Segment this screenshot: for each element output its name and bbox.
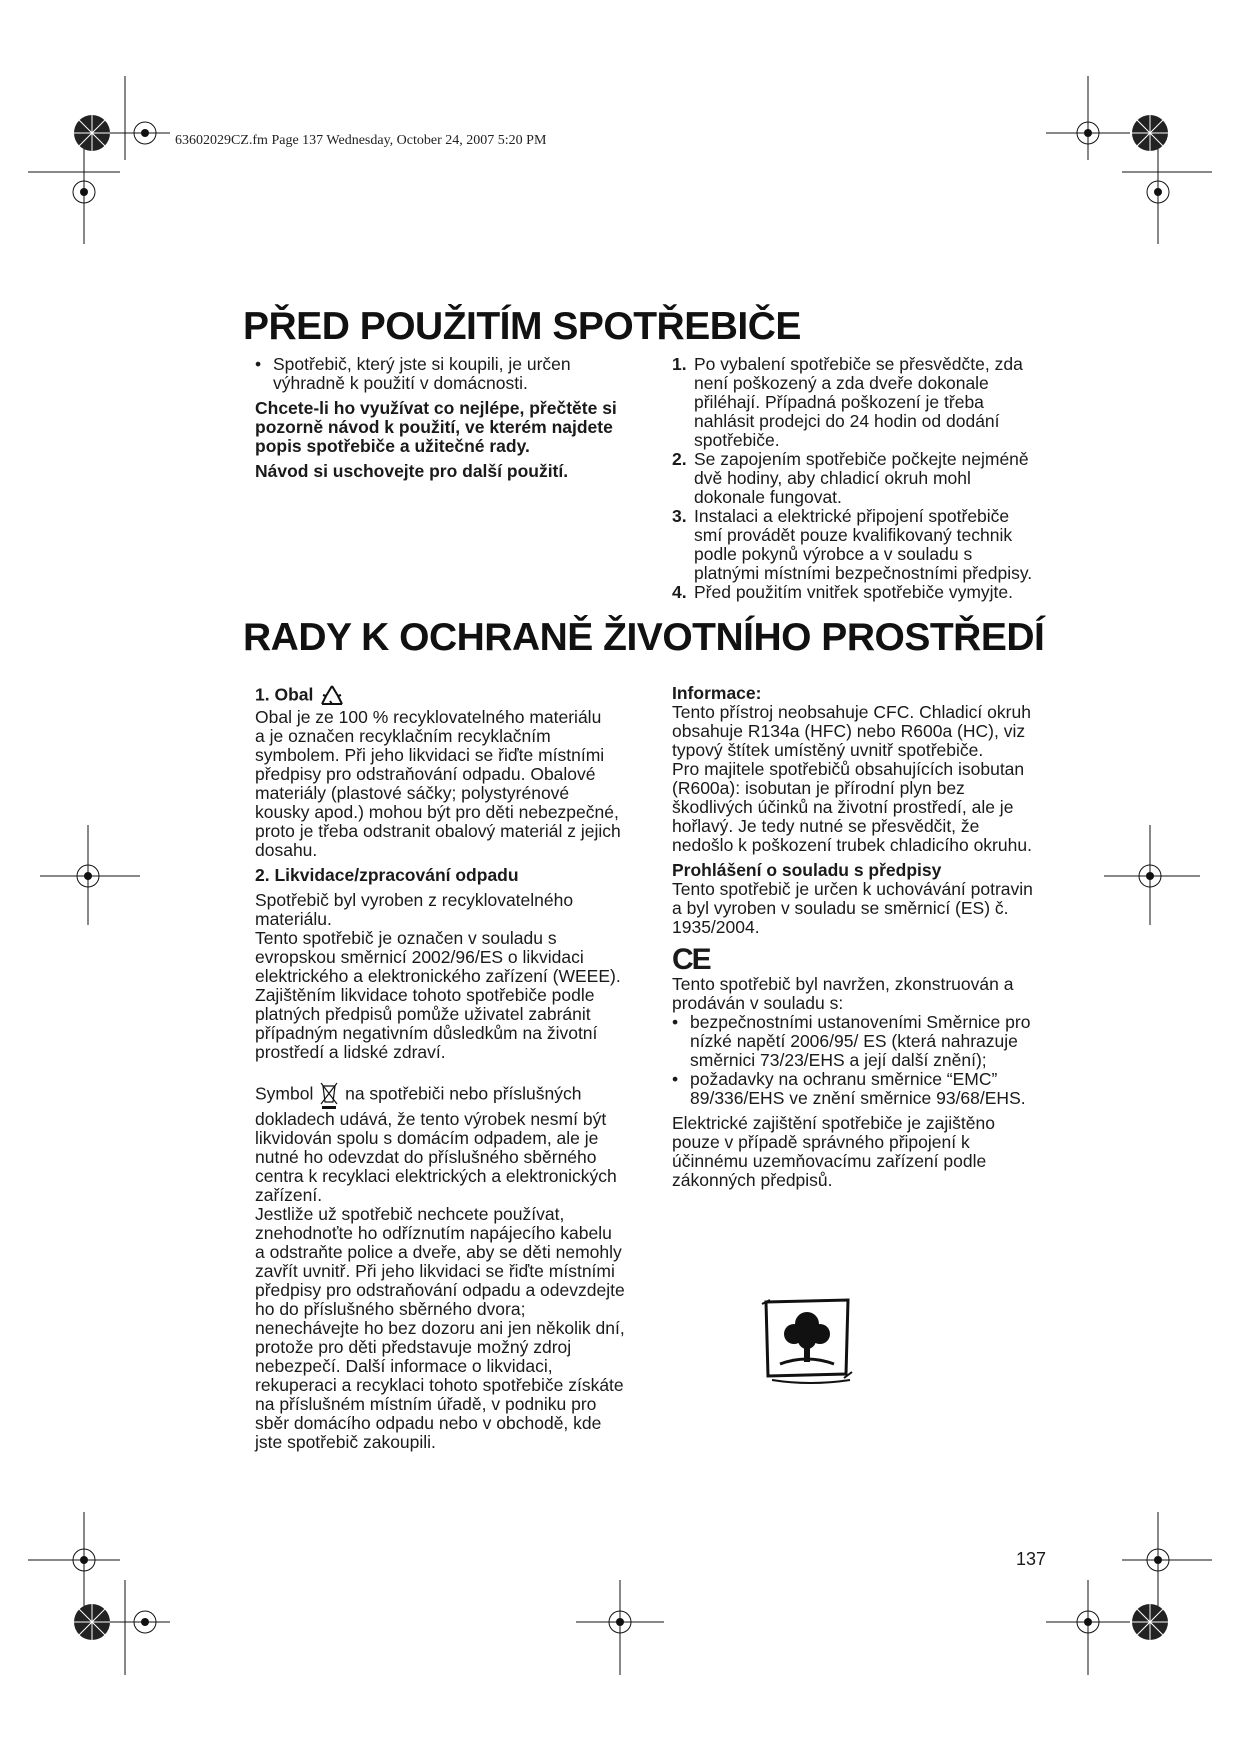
disposal-heading: 2. Likvidace/zpracování odpadu — [255, 865, 519, 885]
packaging-text-1: Obal je ze 100 % recyklovatelného materiálu — [255, 707, 602, 727]
environment-left-column — [255, 684, 625, 1452]
packaging-text-2: a je označen recyklačním recyklačním symbolem. Při jeho likvidaci se řiďte místními předpisy pro odstraňování odpadu. Obalové materiály (plastové sáčky; polystyrénové kousky apod.) mohou být pro děti nebezpečné, proto je třeba odstranit obalový materiál z jejich dosahu. — [255, 726, 621, 860]
before-use-steps — [672, 355, 1042, 602]
conformity-intro: Tento spotřebič byl navržen, zkonstruován a prodáván v souladu s: — [672, 974, 1014, 1013]
weee-symbol-text: Symbol na spotřebiči nebo příslušných dokladech udává, že tento výrobek nesmí být likvidován spolu s domácím odpadem, ale je nutné ho odevzdat do příslušného sběrného centra k recyklaci elektrických a elektronických zařízení. — [255, 1080, 625, 1205]
step-1: 1. Po vybalení spotřebiče se přesvědčte, zda není poškozený a zda dveře dokonale přiléhají. Případná poškození je třeba nahlásit prodejci do 24 hodin od dodání spotřebiče. — [672, 354, 1023, 450]
cfc-text: Tento přístroj neobsahuje CFC. Chladicí okruh obsahuje R134a (HFC) nebo R600a (HC), viz typový štítek umístěný uvnitř spotřebiče. — [672, 702, 1031, 760]
section-title-environment: RADY K OCHRANĚ ŽIVOTNÍHO PROSTŘEDÍ — [243, 616, 1045, 659]
step-2: 2. Se zapojením spotřebiče počkejte nejméně dvě hodiny, aby chladicí okruh mohl dokonale fungovat. — [672, 449, 1029, 507]
intended-use-bullet: • Spotřebič, který jste si koupili, je určen výhradně k použití v domácnosti. — [255, 355, 635, 393]
environment-right-column — [672, 684, 1040, 1190]
low-voltage-bullet: • bezpečnostními ustanoveními Směrnice pro nízké napětí 2006/95/ ES (která nahrazuje směrnici 73/23/EHS a její další znění); — [672, 1013, 1040, 1070]
page-number: 137 — [1016, 1549, 1047, 1569]
disposal-text-2: Tento spotřebič je označen v souladu s evropskou směrnicí 2002/96/ES o likvidaci elektrického a elektronického zařízení (WEEE). Zajištěním likvidace tohoto spotřebiče podle platných předpisů pomůže uživatel zabránit případným negativním důsledkům na životní prostředí a lidské zdraví. — [255, 928, 621, 1062]
recycle-icon — [318, 684, 346, 708]
step-3: 3. Instalaci a elektrické připojení spotřebiče smí provádět pouze kvalifikovaný technik podle pokynů výrobce a v souladu s platnými místními bezpečnostními předpisy. — [672, 506, 1033, 583]
step-4: 4. Před použitím vnitřek spotřebiče vymyjte. — [672, 582, 1014, 602]
emc-bullet: • požadavky na ochranu směrnice “EMC” 89/336/EHS ve znění směrnice 93/68/EHS. — [672, 1070, 1040, 1108]
packaging-heading: 1. Obal — [255, 684, 625, 708]
disposal-text-3: Jestliže už spotřebič nechcete používat, znehodnoťte ho odříznutím napájecího kabelu a odstraňte police a dveře, aby se děti nemohly zavřít uvnitř. Při jeho likvidaci se řiďte místními předpisy pro odstraňování odpadu a odevzdejte ho do příslušného sběrného dvora; nenechávejte ho bez dozoru ani jen několik dní, protože pro děti představuje možný zdroj nebezpečí. Další informace o likvidaci, rekuperaci a recyklaci tohoto spotřebiče získáte na příslušném místním úřadě, v podniku pro sběr domácího odpadu nebo v obchodě, kde jste spotřebič zakoupili. — [255, 1204, 625, 1452]
food-contact-text: Tento spotřebič je určen k uchovávání potravin a byl vyroben v souladu se směrnicí (ES) č. 1935/2004. — [672, 879, 1033, 937]
file-header: 63602029CZ.fm Page 137 Wednesday, October 24, 2007 5:20 PM — [175, 133, 547, 148]
information-heading: Informace: — [672, 683, 762, 703]
disposal-text-1: Spotřebič byl vyroben z recyklovatelného materiálu. — [255, 890, 574, 929]
keep-manual-note: Návod si uschovejte pro další použití. — [255, 461, 569, 481]
isobutane-text: Pro majitele spotřebičů obsahujících isobutan (R600a): isobutan je přírodní plyn bez škodlivých účinků na životní prostředí, ale je hořlavý. Je tedy nutné se přesvědčit, že nedošlo k poškození trubek chladicího okruhu. — [672, 759, 1032, 855]
before-use-left-column — [255, 355, 635, 481]
weee-bin-icon — [318, 1080, 340, 1110]
ce-icon: CE — [672, 943, 710, 976]
section-title-before-use: PŘED POUŽITÍM SPOTŘEBIČE — [243, 305, 801, 348]
conformity-heading: Prohlášení o souladu s předpisy — [672, 860, 942, 880]
environment-tree-icon — [760, 1296, 856, 1386]
read-manual-note: Chcete-li ho využívat co nejlépe, přečtěte si pozorně návod k použití, ve kterém najdete popis spotřebiče a užitečné rady. — [255, 398, 617, 456]
grounding-text: Elektrické zajištění spotřebiče je zajištěno pouze v případě správného připojení k účinnému uzemňovacímu zařízení podle zákonných předpisů. — [672, 1113, 995, 1190]
ce-mark — [672, 945, 1040, 975]
